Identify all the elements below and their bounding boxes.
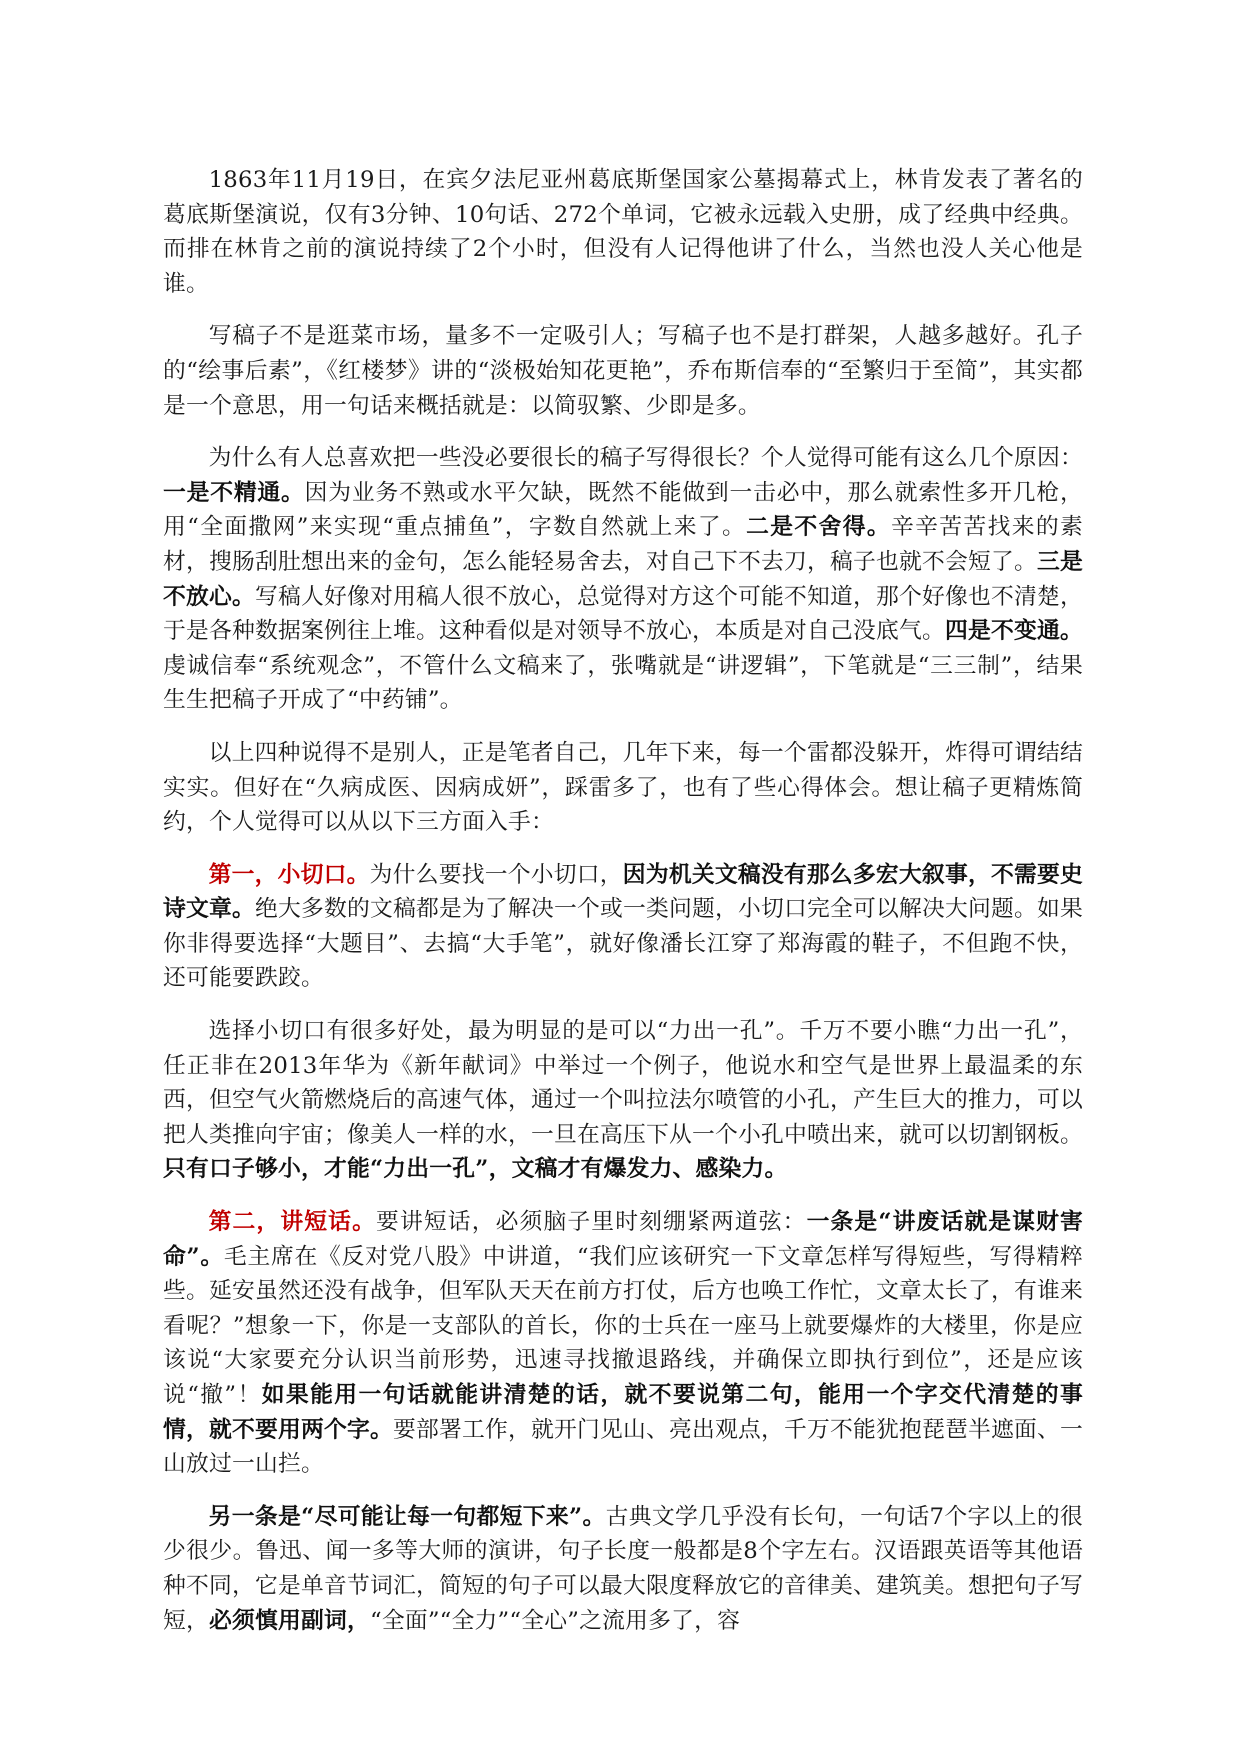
bold-emphasis: 一是不精通。 <box>163 479 305 506</box>
text-run: 选择小切口有很多好处，最为明显的是可以“力出一孔”。千万不要小瞧“力出一孔”，任正非在2013年华为《新年献词》中举过一个例子，他说水和空气是世界上最温柔的东西，但空气火箭燃烧后的高速气体，通过一个叫拉法尔喷管的小孔，产生巨大的推力，可以把人类推向宇宙；像美人一样的水，一旦在高压下从一个小孔中喷出来，就可以切割钢板。 <box>163 1018 1083 1148</box>
bold-emphasis: 一条是“讲废话就是谋财害命”。 <box>163 1209 1083 1270</box>
bold-emphasis: 三是不放心。 <box>163 548 1083 610</box>
text-run: 古典文学几乎没有长句，一句话7个字以上的很少很少。鲁迅、闻一多等大师的演讲，句子长度一般都是8个字左右。汉语跟英语等其他语种不同，它是单音节词汇，简短的句子可以最大限度释放它的音律美、建筑美。想把句子写短， <box>163 1503 1083 1634</box>
bold-emphasis: 如果能用一句话就能讲清楚的话，就不要说第二句，能用一个字交代清楚的事情，就不要用两个字。 <box>163 1382 1083 1443</box>
text-run: 因为业务不熟或水平欠缺，既然不能做到一击必中，那么就索性多开几枪，用“全面撒网”来实现“重点捕鱼”，字数自然就上来了。 <box>163 479 1083 541</box>
text-run: 为什么要找一个小切口， <box>369 861 623 888</box>
text-run: 1863年11月19日，在宾夕法尼亚州葛底斯堡国家公墓揭幕式上，林肯发表了著名的葛底斯堡演说，仅有3分钟、10句话、272个单词，它被永远载入史册，成了经典中经典。而排在林肯之前的演说持续了2个小时，但没有人记得他讲了什么，当然也没人关心他是谁。 <box>163 167 1083 297</box>
bold-emphasis: 二是不舍得。 <box>746 514 891 541</box>
paragraph-2 <box>163 319 1083 423</box>
text-run: 写稿子不是逛菜市场，量多不一定吸引人；写稿子也不是打群架，人越多越好。孔子的“绘事后素”，《红楼梦》讲的“淡极始知花更艳”，乔布斯信奉的“至繁归于至简”，其实都是一个意思，用一句话来概括就是：以简驭繁、少即是多。 <box>163 323 1083 419</box>
paragraph-1 <box>163 163 1083 301</box>
text-run: 要部署工作，就开门见山、亮出观点，千万不能犹抱琵琶半遮面、一山放过一山拦。 <box>163 1416 1084 1478</box>
bold-emphasis: 另一条是“尽可能让每一句都短下来”。 <box>208 1503 606 1530</box>
paragraph-7 <box>163 1205 1083 1482</box>
paragraph-4 <box>163 736 1083 840</box>
paragraph-6 <box>163 1014 1083 1187</box>
text-run: 要讲短话，必须脑子里时刻绷紧两道弦： <box>376 1209 807 1236</box>
text-run: 绝大多数的文稿都是为了解决一个或一类问题，小切口完全可以解决大问题。如果你非得要选择“大题目”、去搞“大手笔”，就好像潘长江穿了郑海霞的鞋子，不但跑不快，还可能要跌跤。 <box>163 896 1083 992</box>
bold-emphasis: 因为机关文稿没有那么多宏大叙事，不需要史诗文章。 <box>163 861 1083 923</box>
bold-emphasis: 必须慎用副词， <box>209 1607 370 1634</box>
article-body <box>163 163 1083 1656</box>
paragraph-3 <box>163 441 1083 718</box>
text-run: 毛主席在《反对党八股》中讲道，“我们应该研究一下文章怎样写得短些，写得精粹些。延安虽然还没有战争，但军队天天在前方打仗，后方也唤工作忙，文章太长了，有谁来看呢？”想象一下，你是一支部队的首长，你的士兵在一座马上就要爆炸的大楼里，你是应该说“大家要充分认识当前形势，迅速寻找撤退路线，并确保立即执行到位”，还是应该说“撤”！ <box>163 1243 1083 1408</box>
text-run: 辛辛苦苦找来的素材，搜肠刮肚想出来的金句，怎么能轻易舍去，对自己下不去刀，稿子也就不会短了。 <box>163 514 1083 575</box>
text-run: 为什么有人总喜欢把一些没必要很长的稿子写得很长？个人觉得可能有这么几个原因： <box>208 445 1083 472</box>
text-run: 写稿人好像对用稿人很不放心，总觉得对方这个可能不知道，那个好像也不清楚，于是各种数据案例往上堆。这种看似是对领导不放心，本质是对自己没底气。 <box>163 583 1083 645</box>
text-run: 以上四种说得不是别人，正是笔者自己，几年下来，每一个雷都没躲开，炸得可谓结结实实。但好在“久病成医、因病成妍”，踩雷多了，也有了些心得体会。想让稿子更精炼简约，个人觉得可以从以下三方面入手： <box>163 739 1083 836</box>
paragraph-8 <box>163 1500 1083 1638</box>
paragraph-5 <box>163 858 1083 996</box>
text-run: 虔诚信奉“系统观念”，不管什么文稿来了，张嘴就是“讲逻辑”，下笔就是“三三制”，结果生生把稿子开成了“中药铺”。 <box>163 652 1083 714</box>
bold-emphasis: 只有口子够小，才能“力出一孔”，文稿才有爆发力、感染力。 <box>163 1156 788 1183</box>
bold-emphasis: 四是不变通。 <box>945 618 1083 645</box>
text-run: “全面”“全力”“全心”之流用多了，容 <box>369 1607 741 1634</box>
section-heading: 第一，小切口。 <box>208 861 370 888</box>
section-heading: 第二，讲短话。 <box>208 1209 377 1236</box>
